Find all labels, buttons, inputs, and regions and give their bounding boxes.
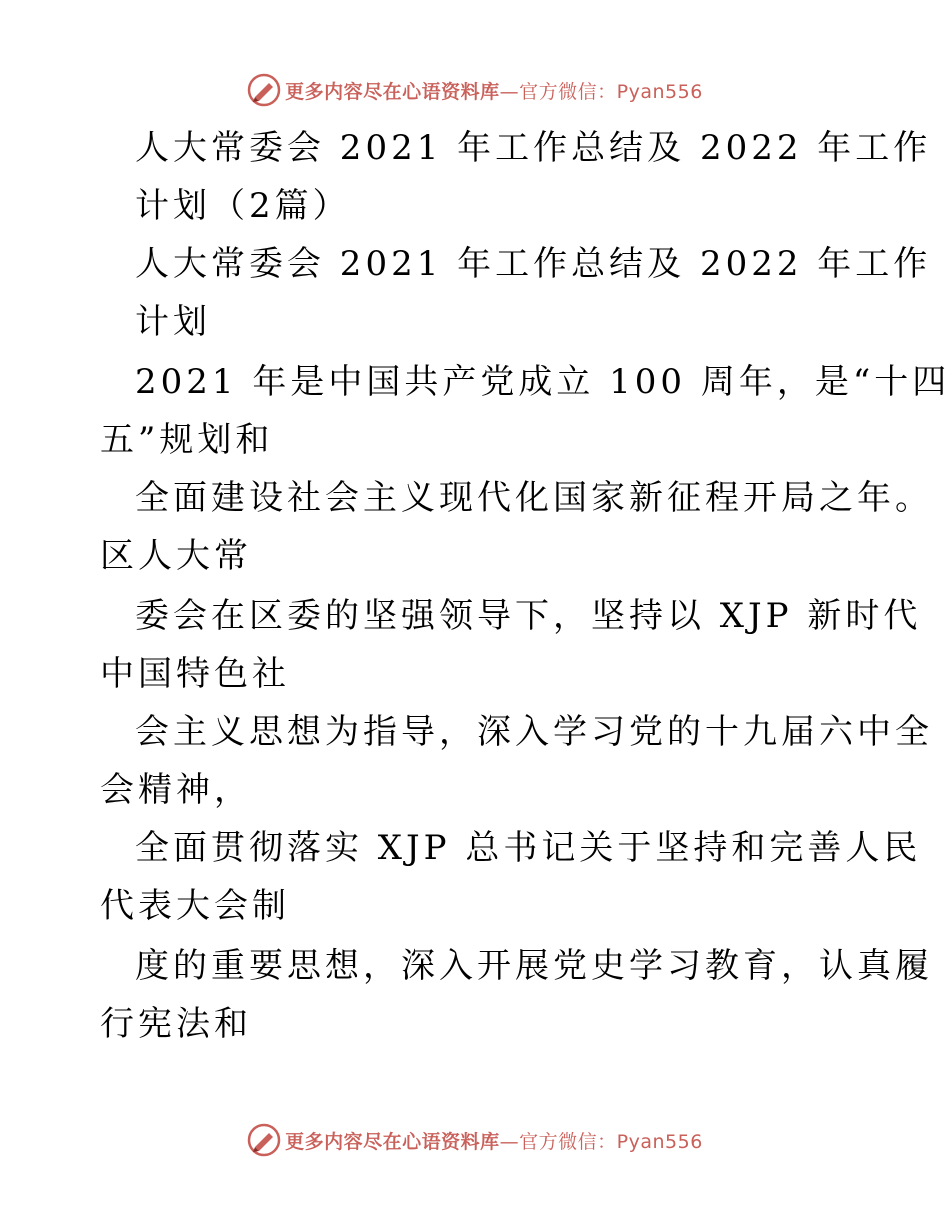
paragraph-line: 中国特色社 [100, 654, 290, 694]
paragraph-line: 2021 年是中国共产党成立 100 周年，是“十四 [135, 362, 950, 402]
paragraph-line: 行宪法和 [100, 1004, 252, 1044]
paragraph-line: 代表大会制 [100, 886, 290, 926]
watermark-text: 更多内容尽在心语资料库—官方微信：Pyan556 [285, 80, 703, 103]
paragraph-line: 区人大常 [100, 536, 252, 576]
paragraph-line: 会主义思想为指导，深入学习党的十九届六中全 [135, 712, 933, 752]
doc-title-line-1: 人大常委会 2021 年工作总结及 2022 年工作 [135, 128, 932, 168]
doc-heading-line-2: 计划 [135, 302, 211, 342]
paragraph-line: 度的重要思想，深入开展党史学习教育，认真履 [135, 946, 933, 986]
paragraph-line: 委会在区委的坚强领导下，坚持以 XJP 新时代 [135, 596, 922, 636]
watermark-text: 更多内容尽在心语资料库—官方微信：Pyan556 [285, 1130, 703, 1153]
doc-title-line-2: 计划（2篇） [135, 186, 351, 226]
pen-logo-icon [247, 73, 281, 107]
footer-watermark [0, 1120, 950, 1160]
paragraph-line: 五”规划和 [100, 420, 274, 460]
paragraph-line: 全面贯彻落实 XJP 总书记关于坚持和完善人民 [135, 828, 922, 868]
header-watermark [0, 70, 950, 110]
paragraph-line: 全面建设社会主义现代化国家新征程开局之年。 [135, 478, 933, 518]
pen-logo-icon [247, 1123, 281, 1157]
doc-heading-line-1: 人大常委会 2021 年工作总结及 2022 年工作 [135, 244, 932, 284]
paragraph-line: 会精神， [100, 770, 252, 810]
